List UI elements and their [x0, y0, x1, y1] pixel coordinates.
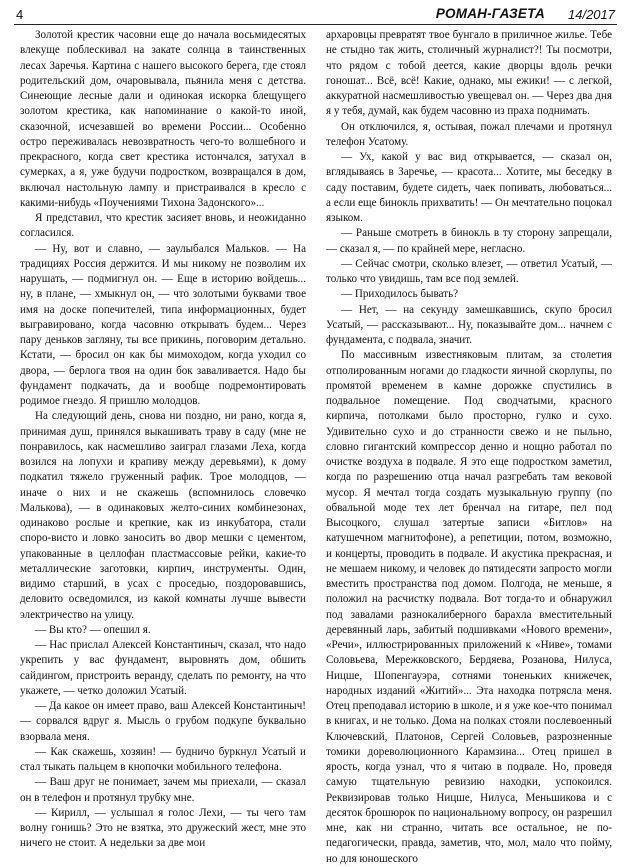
paragraph: — Нас прислал Алексей Константиныч, сказал, что надо укрепить у вас фундамент, выровнять дом, обшить сайдингом, пристроить веранду, сделать по ремонту, на что укажете, — четко доложил Усатый.	[20, 639, 306, 697]
page-header	[14, 6, 617, 25]
paragraph: — Нет, — на секунду замешкавшись, скупо бросил Усатый, — рассказывают... Ну, показывайте дом... начнем с фундамента, с подвала, значит.	[326, 303, 612, 346]
paragraph: — Ваш друг не понимает, зачем мы приехали, — сказал он в телефон и протянул трубку мне.	[20, 776, 306, 804]
paragraph: — Ух, какой у вас вид открывается, — сказал он, вглядываясь в Заречье, — красота... Хотите, мы беседку в саду поставим, будете сидеть, чаек попивать, любоваться... а если еще бинокль прихватить! — Он мечтательно поцокал языком.	[326, 151, 612, 224]
page-number: 4	[16, 7, 24, 22]
issue-number: 14/2017	[568, 7, 615, 22]
magazine-title: РОМАН-ГАЗЕТА	[435, 6, 545, 21]
paragraph: — Как скажешь, хозяин! — будничо буркнул Усатый и стал тыкать пальцем в кнопочки мобильного телефона.	[20, 745, 306, 773]
paragraph: По массивным известняковым плитам, за столетия отполированным ногами до гладкости яичной скорлупы, по промятой временем в камне дорожке спустились в подвальное помещение. Под сводчатыми, красного кирпича, потолками было просторно, гулко и сухо. Удивительно сухо и до странности свежо и не пыльно, словно гигантский компрессор денно и нощно работал по очистке воздуха в подвале. Я это еще подростком заметил, когда по разрешению отца начал разгребать там вековой мусор. Я мечтал тогда создать музыкальную группу (по обвальной моде тех лет бренчал на гитаре, пел под Высоцкого, слушал затертые записи «Битлов» на катушечном магнитофоне), а репетиции, потом, возможно, и концерты, проводить в подвале. И акустика прекрасная, и не мешаем никому, и человек до пятидесяти запросто могли вместить пространства под домом. Полгода, не меньше, я положил на расчистку подвала. Вот тогда-то и обнаружил под завалами разнокалиберного барахла вместительный деревянный ларь, забитый подшивками «Нового времени», «Речи», иллюстрированных приложений к «Ниве», томами Соловьева, Мережковского, Бердяева, Розанова, Нилуса, Ницше, Шопенгауэра, сотнями тоненьких книжечек, народных изданий «Житий»... Эта находка потрясла меня. Отец преподавал историю в школе, и я уже кое-что понимал в книгах, и не только. Дома на полках стояли послевоенный Ключевский, Платонов, Сергей Соловьев, разрозненные томики дореволюционного Карамзина... Отец пришел в ярость, когда узнал, что я читаю в подвале. Но, проведя самую тщательную ревизию находки, успокоился. Реквизировав только Ницше, Нилуса, Меньшикова и с десяток брошюрок по национальному вопросу, он разрешил мне, как ни странно, читать все остальное, не по-педагогически, правда, заметив, что, мол, мало что пойму, но для юношеского	[326, 349, 612, 865]
paragraph: На следующий день, снова ни поздно, ни рано, когда я, принимая душ, принялся выкашивать траву в саду (мне не понравилось, как насмешливо заиграл глазами Леха, когда возился на лопухи и крапиву между деревьями), к дому подкатил тяжело груженный рафик. Трое молодцов, — иначе о них и не скажешь (вспомнилось словечко Малькова), — в одинаковых желто-синих комбинезонах, одинаково рослые и крепкие, как из инкубатора, стали споро-висто и ловко заносить во двор мешки с цементом, упакованные в целлофан пластмассовые рейки, какие-то металлические заготовки, кирпич, инструменты. Один, видимо старший, в усах с проседью, поздоровавшись, деловито осведомился, из какой комнаты лучше вывести электричество на улицу.	[20, 410, 306, 621]
paragraph: — Приходилось бывать?	[341, 288, 459, 301]
paragraph: Золотой крестик часовни еще до начала восьмидесятых влекуще поблескивал на закате солнца в таинственных лесах Заречья. Картина с нашего высокого берега, где стоял родительский дом, очаровывала, пьянила меня с детства. Синеющие лесные дали и одинокая искорка блещущего золотом крестика, как напоминание о какой-то иной, сказочной, исчезавшей во времени России... Особенно остро переживалась невозвратность чего-то волшебного и прекрасного, когда свет крестика истончался, затухал в сумерках, а я, уже будучи подростком, возвращался в дом, включал настольную лампу и пристраивался в кресло с какими-нибудь «Поучениями Тихона Задонского»...	[20, 29, 306, 209]
paragraph: — Ну, вот и славно, — заулыбался Мальков. — На традициях Россия держится. И мы никому не позволим их нарушать, — подмигнул он. — Еще в историю войдешь... ну, в плане, — хмыкнул он, — что золотыми буквами твое имя на доске попечителей, типа информационных, будет выгравировано, когда часовню открывать будем... Через пару деньков загляну, ты все прикинь, поговорим детально. Кстати, — бросил он как бы мимоходом, когда уходил со двора, — берлога твоя на один бок заваливается. Надо бы фундамент подкачать, да и вообще подремонтировать родимое гнездо. Я пришлю молодцов.	[20, 242, 306, 407]
paragraph: — Да какое он имеет право, ваш Алексей Константиныч! — сорвался вдруг я. Мысль о грубом подкупе буквально взорвала меня.	[20, 700, 306, 743]
paragraph: Я представил, что крестик засияет вновь, и неожиданно согласился.	[20, 212, 306, 240]
paragraph: архаровцы превратят твое бунгало в приличное жилье. Тебе не стыдно так жить, столичный журналист?! Ты посмотри, что рядом с тобой деется, какие дворцы вдоль речки гоношат... Всё, всё! Какие, однако, мы ежики! — с легкой, аккуратной насмешливостью увещевал он. — Через два дня я у тебя, думай, как будем часовню из праха поднимать.	[326, 29, 612, 118]
paragraph: — Кирилл, — услышал я голос Лехи, — ты чего там волну гонишь? Это не взятка, это дружеский жест, мне это ничего не стоит. А недельки за две мои	[20, 806, 306, 850]
paragraph: — Вы кто? — опешил я.	[35, 623, 151, 636]
paragraph: — Сейчас смотри, сколько влезет, — ответил Усатый, — только что увидишь, там все под землей.	[326, 257, 612, 285]
paragraph: Он отключился, я, остывая, пожал плечами и протянул телефон Усатому.	[326, 120, 612, 148]
paragraph: — Раньше смотреть в бинокль в ту сторону запрещали, — сказал я, — по крайней мере, негласно.	[326, 227, 612, 255]
right-column	[326, 28, 612, 867]
left-column	[20, 28, 306, 852]
